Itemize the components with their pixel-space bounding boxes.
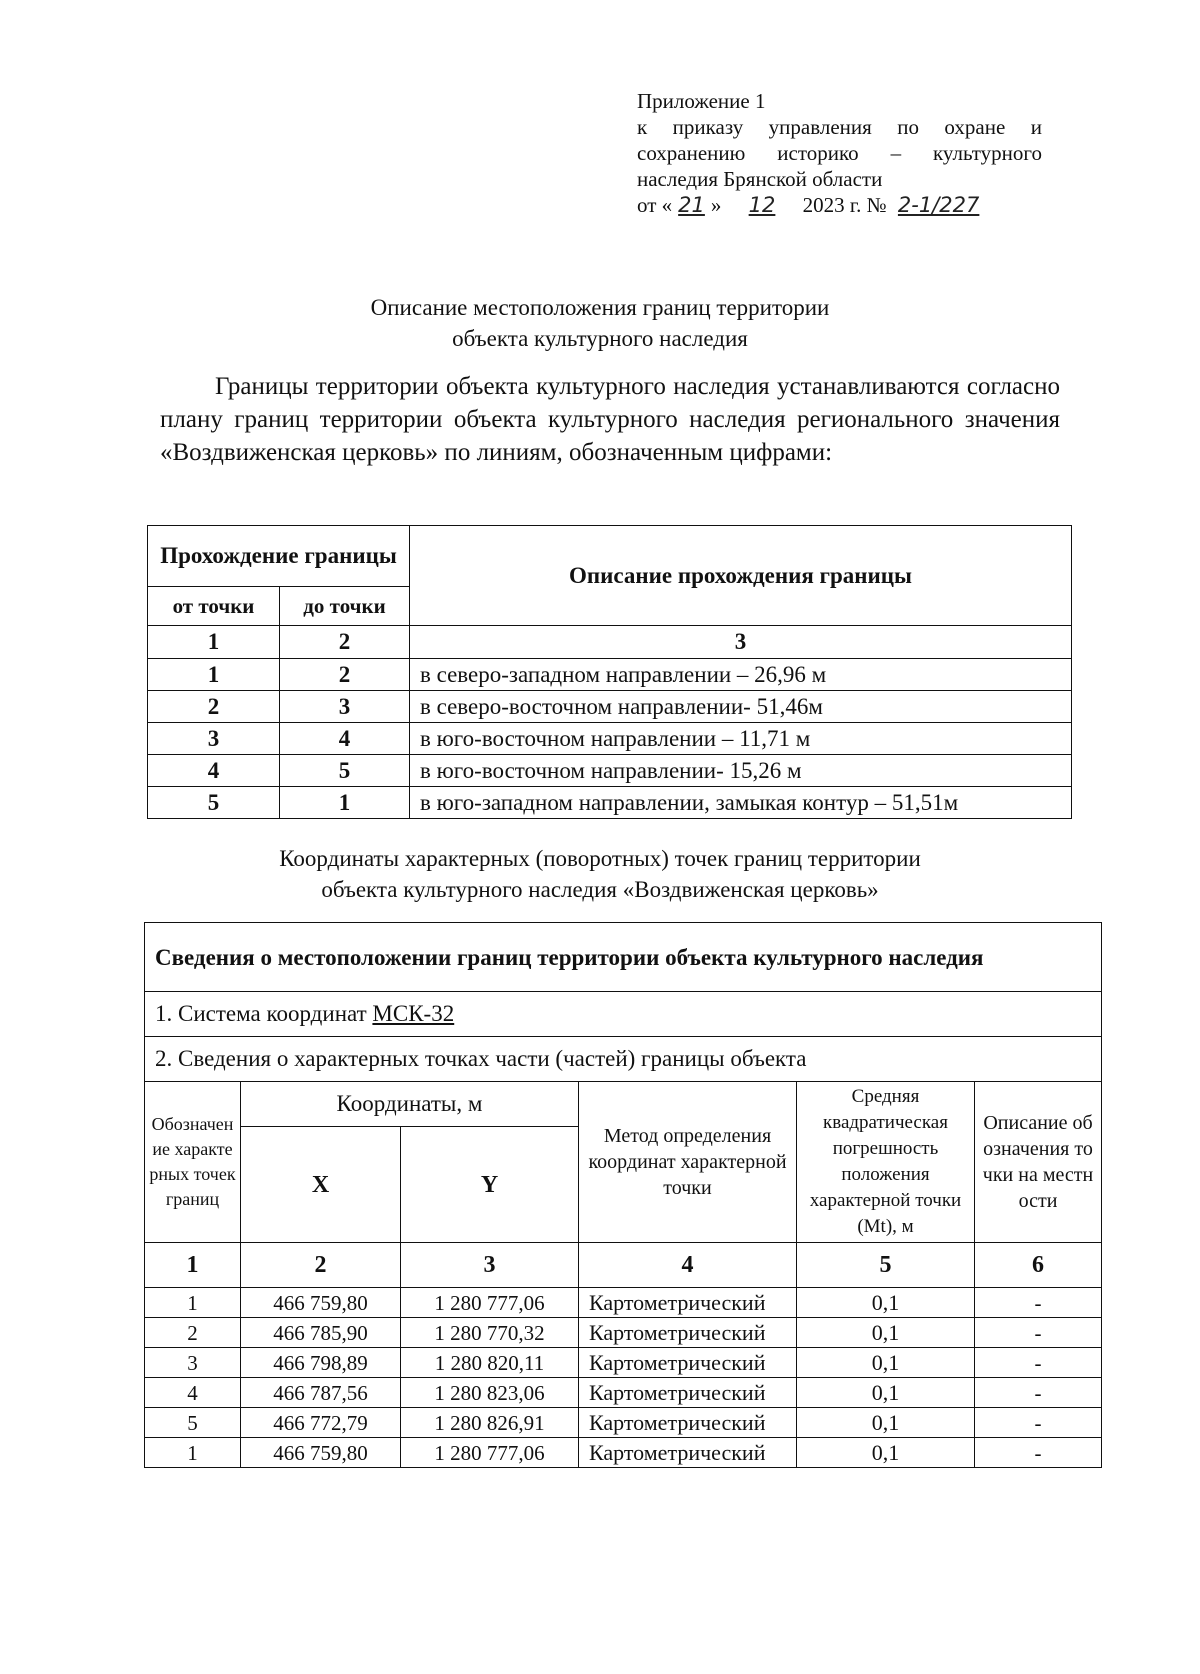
table-row — [145, 1438, 1102, 1468]
point-description: - — [975, 1438, 1102, 1468]
to-point: 1 — [280, 787, 410, 819]
boundary-description: в северо-западном направлении – 26,96 м — [410, 659, 1072, 691]
coord-x: 466 798,89 — [241, 1348, 401, 1378]
coordinate-system-label: 1. Система координат — [155, 1001, 373, 1026]
to-point: 2 — [280, 659, 410, 691]
column-number: 5 — [797, 1243, 975, 1288]
table-row — [148, 723, 1072, 755]
coordinates-table — [144, 922, 1102, 1468]
header-boundary-description: Описание прохождения границы — [410, 526, 1072, 626]
point-id: 1 — [145, 1438, 241, 1468]
appendix-header — [637, 88, 1042, 218]
header-boundary-group: Прохождение границы — [148, 526, 410, 587]
point-description: - — [975, 1318, 1102, 1348]
header-from-point: от точки — [148, 587, 280, 626]
header-mean-error: Средняя квадратическая погрешность положения характерной точки (Mt), м — [797, 1082, 975, 1243]
table-row — [148, 691, 1072, 723]
mean-error: 0,1 — [797, 1318, 975, 1348]
section-title: Сведения о местоположении границ территории объекта культурного наследия — [145, 923, 1102, 992]
coordinate-system-name: МСК-32 — [372, 1001, 455, 1026]
intro-text: Границы территории объекта культурного наследия устанавливаются согласно плану границ территории объекта культурного наследия регионального значения «Воздвиженская церковь» по линиям, обозначенным цифрами: — [160, 373, 1060, 466]
table-row — [145, 1348, 1102, 1378]
column-number-row — [145, 1243, 1102, 1288]
coord-y: 1 280 777,06 — [401, 1288, 579, 1318]
from-point: 2 — [148, 691, 280, 723]
boundary-description: в юго-восточном направлении – 11,71 м — [410, 723, 1072, 755]
coord-x: 466 759,80 — [241, 1288, 401, 1318]
subtitle-line-2: объекта культурного наследия «Воздвиженская церковь» — [321, 877, 879, 902]
subtitle-line-1: Координаты характерных (поворотных) точек границ территории — [279, 846, 921, 871]
header-point-description: Описание обозначения точки на местности — [975, 1082, 1102, 1243]
mean-error: 0,1 — [797, 1408, 975, 1438]
order-date-line — [637, 192, 1042, 218]
intro-paragraph — [160, 370, 1060, 469]
to-point: 5 — [280, 755, 410, 787]
header-y: Y — [401, 1127, 579, 1243]
point-id: 5 — [145, 1408, 241, 1438]
coord-y: 1 280 820,11 — [401, 1348, 579, 1378]
point-description: - — [975, 1378, 1102, 1408]
table-row — [145, 1318, 1102, 1348]
table-row — [148, 755, 1072, 787]
column-number: 6 — [975, 1243, 1102, 1288]
boundary-description: в северо-восточном направлении- 51,46м — [410, 691, 1072, 723]
header-coordinates: Координаты, м — [241, 1082, 579, 1127]
method: Картометрический — [579, 1438, 797, 1468]
to-point: 4 — [280, 723, 410, 755]
points-info-row: 2. Сведения о характерных точках части (частей) границы объекта — [145, 1037, 1102, 1082]
column-number: 1 — [148, 626, 280, 659]
method: Картометрический — [579, 1318, 797, 1348]
date-day: 21 — [678, 193, 705, 217]
date-year: 2023 г. № — [802, 193, 887, 217]
date-prefix: от « — [637, 193, 673, 217]
column-number-row — [148, 626, 1072, 659]
column-number: 3 — [401, 1243, 579, 1288]
coord-y: 1 280 770,32 — [401, 1318, 579, 1348]
coordinates-title — [0, 843, 1200, 905]
from-point: 5 — [148, 787, 280, 819]
coord-x: 466 785,90 — [241, 1318, 401, 1348]
point-description: - — [975, 1288, 1102, 1318]
mean-error: 0,1 — [797, 1348, 975, 1378]
column-number: 2 — [241, 1243, 401, 1288]
header-x: X — [241, 1127, 401, 1243]
appendix-line-1: к приказу управления по охране и — [637, 115, 1042, 139]
header-to-point: до точки — [280, 587, 410, 626]
column-number: 4 — [579, 1243, 797, 1288]
boundary-description: в юго-восточном направлении- 15,26 м — [410, 755, 1072, 787]
method: Картометрический — [579, 1288, 797, 1318]
to-point: 3 — [280, 691, 410, 723]
point-id: 3 — [145, 1348, 241, 1378]
title-line-1: Описание местоположения границ территории — [370, 295, 830, 320]
method: Картометрический — [579, 1408, 797, 1438]
coord-y: 1 280 826,91 — [401, 1408, 579, 1438]
appendix-line-2: сохранению историко – культурного — [637, 141, 1042, 165]
coord-x: 466 787,56 — [241, 1378, 401, 1408]
point-description: - — [975, 1348, 1102, 1378]
mean-error: 0,1 — [797, 1378, 975, 1408]
mean-error: 0,1 — [797, 1288, 975, 1318]
method: Картометрический — [579, 1378, 797, 1408]
boundary-table — [147, 525, 1072, 819]
appendix-label: Приложение 1 — [637, 89, 766, 113]
column-number: 1 — [145, 1243, 241, 1288]
boundary-description: в юго-западном направлении, замыкая контур – 51,51м — [410, 787, 1072, 819]
column-number: 3 — [410, 626, 1072, 659]
column-number: 2 — [280, 626, 410, 659]
mean-error: 0,1 — [797, 1438, 975, 1468]
document-title — [0, 292, 1200, 354]
date-mid: » — [710, 193, 722, 217]
appendix-line-3: наследия Брянской области — [637, 167, 883, 191]
date-month: 12 — [748, 193, 776, 217]
coord-y: 1 280 823,06 — [401, 1378, 579, 1408]
header-point-designation: Обозначение характерных точек границ — [145, 1082, 241, 1243]
coordinate-system-row — [145, 992, 1102, 1037]
point-id: 2 — [145, 1318, 241, 1348]
from-point: 3 — [148, 723, 280, 755]
table-row — [148, 787, 1072, 819]
point-description: - — [975, 1408, 1102, 1438]
coord-y: 1 280 777,06 — [401, 1438, 579, 1468]
from-point: 4 — [148, 755, 280, 787]
coord-x: 466 759,80 — [241, 1438, 401, 1468]
table-row — [145, 1288, 1102, 1318]
table-row — [145, 1378, 1102, 1408]
title-line-2: объекта культурного наследия — [452, 326, 748, 351]
point-id: 4 — [145, 1378, 241, 1408]
table-row — [145, 1408, 1102, 1438]
method: Картометрический — [579, 1348, 797, 1378]
header-method: Метод определения координат характерной точки — [579, 1082, 797, 1243]
point-id: 1 — [145, 1288, 241, 1318]
table-row — [148, 659, 1072, 691]
order-number: 2-1/227 — [897, 193, 980, 217]
coord-x: 466 772,79 — [241, 1408, 401, 1438]
from-point: 1 — [148, 659, 280, 691]
